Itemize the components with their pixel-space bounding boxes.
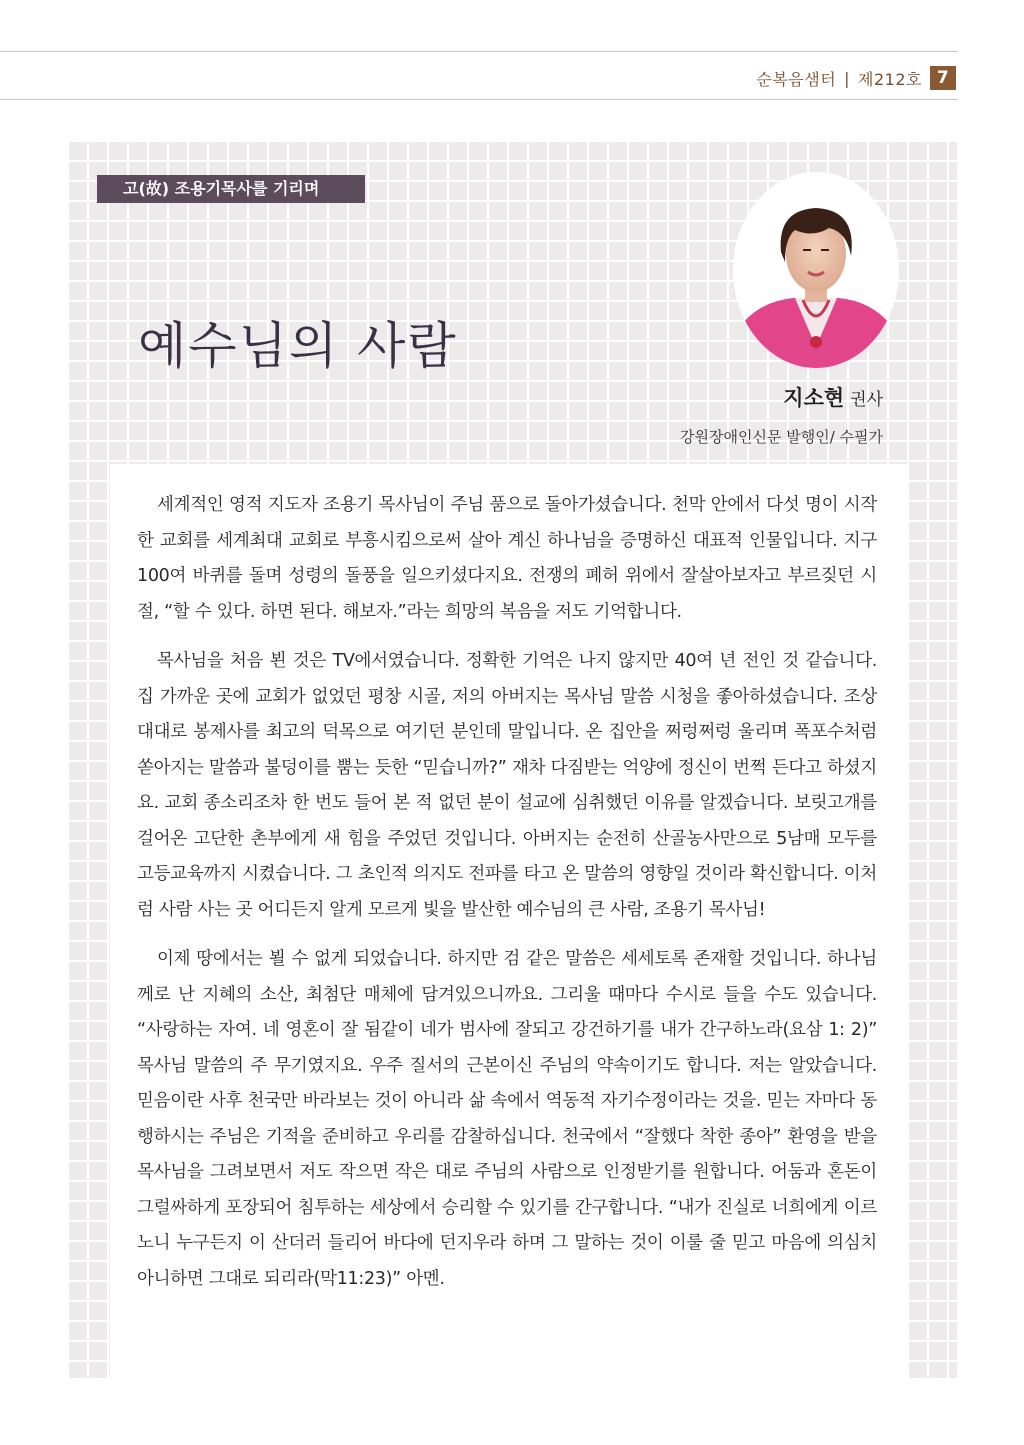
running-head	[756, 66, 956, 90]
body-paragraph-2: 목사님을 처음 뵌 것은 TV에서였습니다. 정확한 기억은 나지 않지만 40여 년 전인 것 같습니다. 집 가까운 곳에 교회가 없었던 평창 시골, 저의 아버지는 목사님 말씀 시청을 좋아하셨습니다. 조상 대대로 봉제사를 최고의 덕목으로 여기던 분인데 말입니다. 온 집안을 쩌렁쩌렁 울리며 폭포수처럼 쏟아지는 말씀과 불덩이를 뿜는 듯한 “믿습니까?” 재차 다짐받는 억양에 정신이 번쩍 든다고 하셨지요. 교회 종소리조차 한 번도 들어 본 적 없던 분이 설교에 심취했던 이유를 알겠습니다. 보릿고개를 걸어온 고단한 촌부에게 새 힘을 주었던 것입니다. 아버지는 순전히 산골농사만으로 5남매 모두를 고등교육까지 시켰습니다. 그 초인적 의지도 전파를 타고 온 말씀의 영향일 것이라 확신합니다. 이처럼 사람 사는 곳 어디든지 알게 모르게 빛을 발산한 예수님의 큰 사람, 조용기 목사님!	[137, 651, 877, 920]
author-block	[680, 382, 883, 447]
body-paragraph-3: 이제 땅에서는 뵐 수 없게 되었습니다. 하지만 검 같은 말씀은 세세토록 존재할 것입니다. 하나님께로 난 지혜의 소산, 최첨단 매체에 담겨있으니까요. 그리울 때마다 수시로 들을 수도 있습니다. “사랑하는 자여. 네 영혼이 잘 됨같이 네가 범사에 잘되고 강건하기를 내가 간구하노라(요삼 1: 2)” 목사님 말씀의 주 무기였지요. 우주 질서의 근본이신 주님의 약속이기도 합니다. 저는 알았습니다. 믿음이란 사후 천국만 바라보는 것이 아니라 삶 속에서 역동적 자기수정이라는 것을. 믿는 자마다 동행하시는 주님은 기적을 준비하고 우리를 감찰하십니다. 천국에서 “잘했다 착한 종아” 환영을 받을 목사님을 그려보면서 저도 작으면 작은 대로 주님의 사람으로 인정받기를 원합니다. 어둠과 혼돈이 그럴싸하게 포장되어 침투하는 세상에서 승리할 수 있기를 간구합니다. “내가 진실로 너희에게 이르노니 누구든지 이 산더러 들리어 바다에 던지우라 하며 그 말하는 것이 이룰 줄 믿고 마음에 의심치 아니하면 그대로 되리라(막11:23)” 아멘.	[137, 949, 877, 1289]
section-tag: 고(故) 조용기목사를 기리며	[97, 175, 365, 203]
author-role: 권사	[850, 390, 883, 410]
header-separator: |	[844, 68, 851, 88]
author-affiliation: 강원장애인신문 발행인/ 수필가	[680, 428, 883, 446]
page-number: 7	[930, 66, 956, 90]
author-name: 지소현	[783, 386, 845, 410]
issue-number: 제212호	[858, 69, 922, 89]
author-byline	[680, 382, 883, 412]
article-title: 예수님의 사람	[138, 317, 458, 375]
top-rule	[0, 51, 958, 52]
article-body	[110, 464, 907, 1378]
portrait-illustration	[733, 172, 899, 368]
author-photo	[733, 172, 899, 368]
body-paragraph-1: 세계적인 영적 지도자 조용기 목사님이 주님 품으로 돌아가셨습니다. 천막 안에서 다섯 명이 시작한 교회를 세계최대 교회로 부흥시킴으로써 살아 계신 하나님을 증명하신 대표적 인물입니다. 지구 100여 바퀴를 돌며 성령의 돌풍을 일으키셨다지요. 전쟁의 폐허 위에서 잘살아보자고 부르짖던 시절, “할 수 있다. 하면 된다. 해보자.”라는 희망의 복음을 저도 기억합니다.	[137, 495, 877, 622]
publication-name: 순복음샘터	[756, 69, 837, 89]
header-rule	[0, 99, 958, 100]
